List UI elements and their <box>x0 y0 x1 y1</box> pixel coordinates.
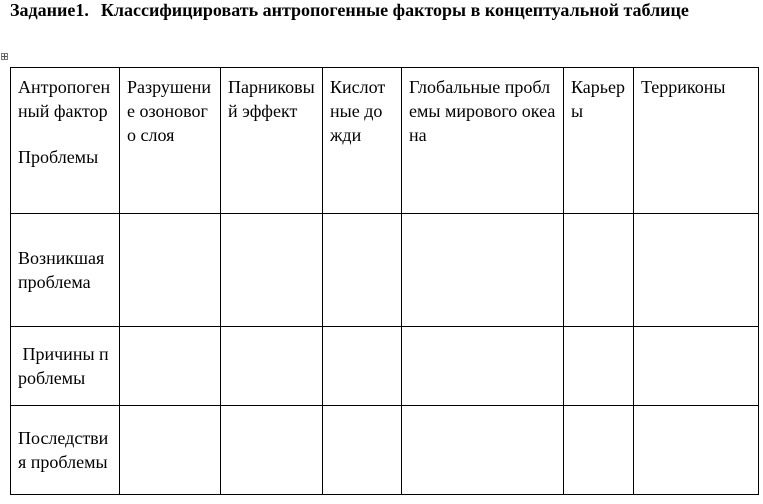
column-header: Разрушение озонового слоя <box>120 68 221 214</box>
task-heading <box>10 0 755 21</box>
table-cell[interactable] <box>564 406 634 495</box>
table-cell[interactable] <box>402 327 564 406</box>
table-cell[interactable] <box>634 327 759 406</box>
row-label: Возникшая проблема <box>11 214 120 327</box>
table-header-row <box>11 68 759 214</box>
column-header: Кислотные дожди <box>323 68 402 214</box>
table-row <box>11 327 759 406</box>
table-cell[interactable] <box>221 406 323 495</box>
column-header: Карьеры <box>564 68 634 214</box>
task-number: Задание1. <box>10 0 89 20</box>
table-cell[interactable] <box>323 327 402 406</box>
row-label: Последствия проблемы <box>11 406 120 495</box>
table-cell[interactable] <box>634 214 759 327</box>
table-cell[interactable] <box>402 214 564 327</box>
corner-cell <box>11 68 120 214</box>
table-cell[interactable] <box>120 406 221 495</box>
table-cell[interactable] <box>120 327 221 406</box>
table-cell[interactable] <box>120 214 221 327</box>
column-header: Глобальные проблемы мирового океана <box>402 68 564 214</box>
table-cell[interactable] <box>323 214 402 327</box>
table-cell[interactable] <box>221 327 323 406</box>
table-cell[interactable] <box>402 406 564 495</box>
table-cell[interactable] <box>564 214 634 327</box>
table-move-handle-icon[interactable] <box>1 53 8 60</box>
table-cell[interactable] <box>564 327 634 406</box>
table-cell[interactable] <box>221 214 323 327</box>
table-cell[interactable] <box>634 406 759 495</box>
table-row <box>11 214 759 327</box>
corner-label-factor: Антропогенный фактор <box>18 77 111 121</box>
table-cell[interactable] <box>323 406 402 495</box>
corner-label-problems: Проблемы <box>18 147 99 167</box>
row-label: Причины проблемы <box>11 327 120 406</box>
column-header: Терриконы <box>634 68 759 214</box>
concept-table <box>10 67 759 495</box>
column-header: Парниковый эффект <box>221 68 323 214</box>
table-row <box>11 406 759 495</box>
task-text: Классифицировать антропогенные факторы в концептуальной таблице <box>100 0 689 20</box>
